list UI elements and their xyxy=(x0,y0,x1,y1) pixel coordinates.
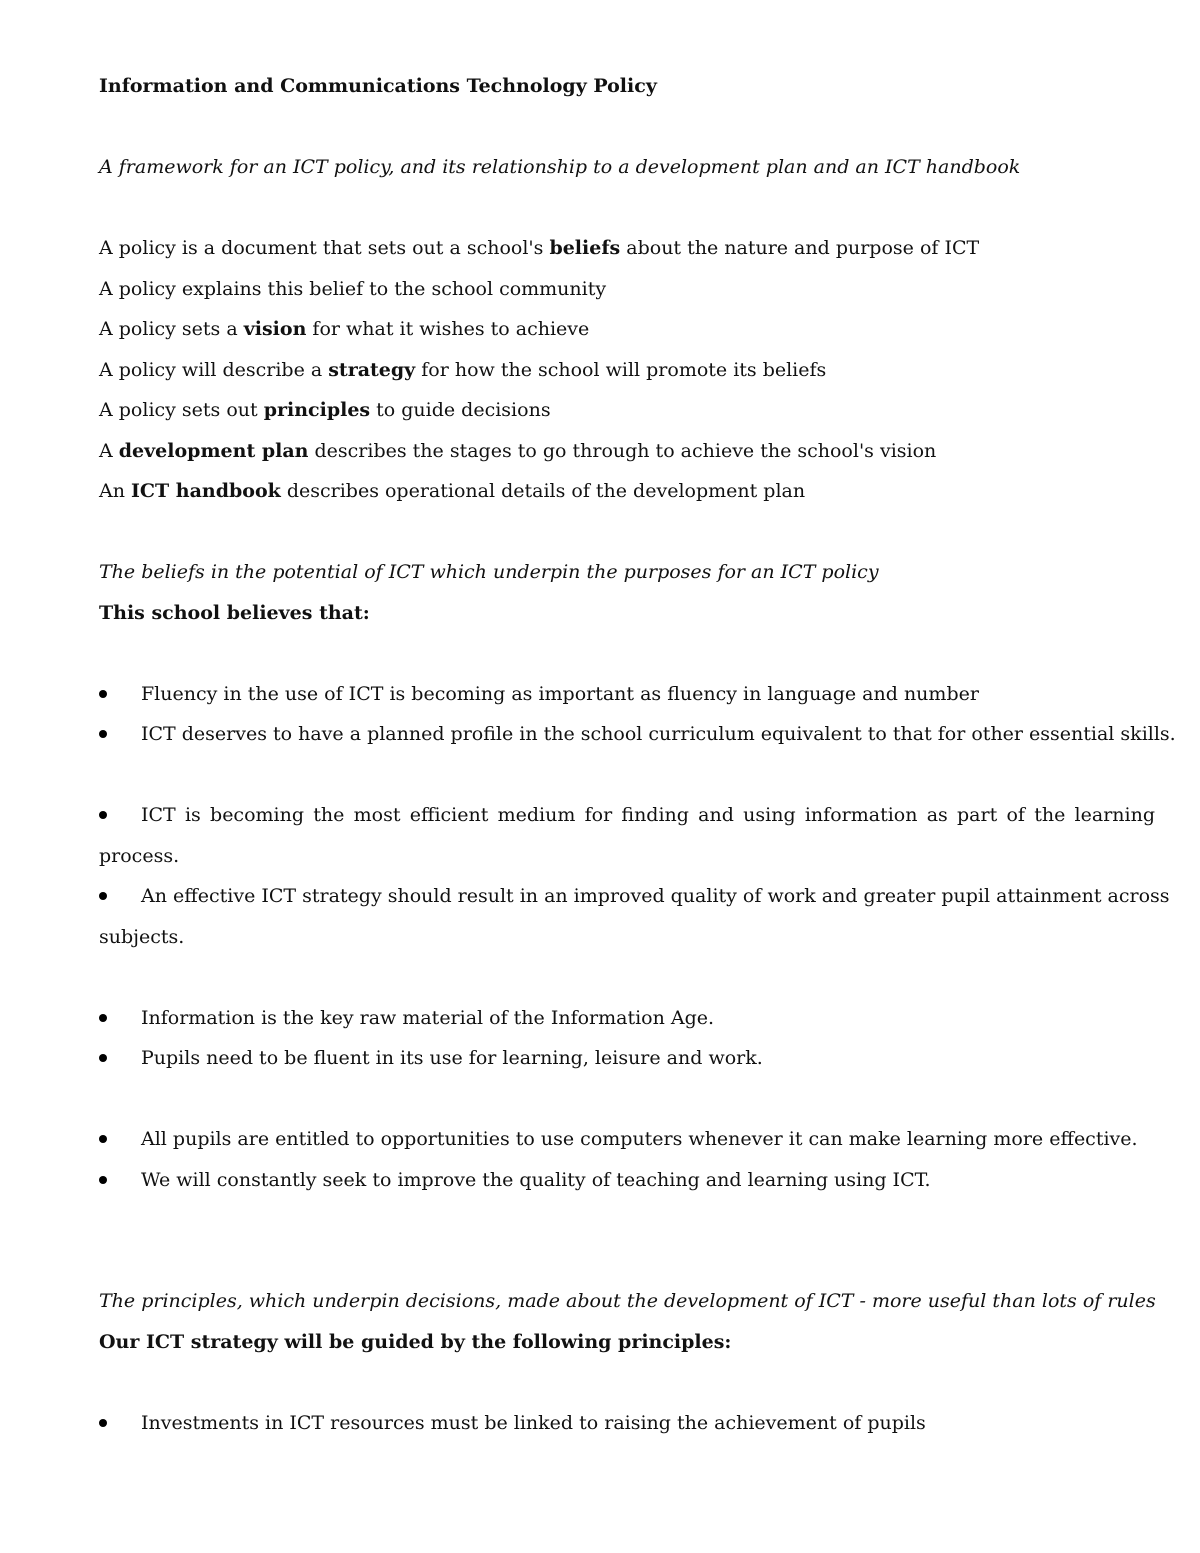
spacer xyxy=(99,1368,1155,1409)
spacer xyxy=(99,963,1155,1004)
bullet-icon xyxy=(99,1419,107,1427)
policy-line xyxy=(99,356,1155,397)
beliefs-heading: The beliefs in the potential of ICT which underpin the purposes for an ICT policy xyxy=(99,561,879,583)
beliefs-lead: This school believes that: xyxy=(99,601,370,624)
list-item-first-line xyxy=(99,801,1155,842)
policy-line-text: A policy explains this belief to the school community xyxy=(99,277,607,300)
bullet-icon xyxy=(99,1054,107,1062)
list-item-text: Fluency in the use of ICT is becoming as important as fluency in language and number xyxy=(141,682,979,705)
document-subtitle: A framework for an ICT policy, and its relationship to a development plan and an ICT handbook xyxy=(99,156,1021,178)
list-item xyxy=(99,720,1176,761)
policy-line-text: for how the school will promote its beliefs xyxy=(415,358,827,381)
list-item-text: Pupils need to be fluent in its use for learning, leisure and work. xyxy=(141,1047,763,1069)
policy-line-text: for what it wishes to achieve xyxy=(306,318,590,340)
bullet-icon xyxy=(99,1176,107,1184)
document-title: Information and Communications Technology Policy xyxy=(99,75,657,97)
list-item xyxy=(99,801,1155,882)
policy-line xyxy=(99,275,1155,316)
beliefs-group-3 xyxy=(99,1004,1155,1085)
policy-line xyxy=(99,396,1155,437)
policy-line xyxy=(99,234,1155,275)
principles-heading: The principles, which underpin decisions, made about the development of ICT - more useful than lots of rules xyxy=(99,1290,1156,1312)
policy-line-text: A policy is a document that sets out a school's xyxy=(99,237,550,259)
policy-line-text: describes the stages to go through to achieve the school's vision xyxy=(308,439,937,462)
policy-line xyxy=(99,437,1155,478)
list-item xyxy=(99,1409,1155,1450)
beliefs-group-2 xyxy=(99,801,1170,963)
list-item-first-line xyxy=(99,882,1170,923)
document-page xyxy=(99,72,1176,1449)
list-item-text: Investments in ICT resources must be linked to raising the achievement of pupils xyxy=(141,1411,926,1434)
policy-line-keyword: development plan xyxy=(118,439,309,462)
list-item-text: ICT is becoming the most efficient medium for finding and using information as part of the learning xyxy=(141,804,1155,826)
bullet-icon xyxy=(99,811,107,819)
policy-line-keyword: vision xyxy=(243,318,307,340)
bullet-icon xyxy=(99,730,107,738)
spacer xyxy=(99,639,1155,680)
policy-line-text: A xyxy=(99,439,119,462)
list-item xyxy=(99,882,1170,963)
policy-line-keyword: strategy xyxy=(328,358,416,381)
list-item-text: ICT deserves to have a planned profile in the school curriculum equivalent to that for other essential skills. xyxy=(141,723,1176,745)
list-item xyxy=(99,1004,1155,1045)
list-item-text: All pupils are entitled to opportunities to use computers whenever it can make learning more effective. xyxy=(141,1128,1138,1150)
policy-line-text: An xyxy=(99,480,131,502)
bullet-icon xyxy=(99,690,107,698)
bullet-icon xyxy=(99,1135,107,1143)
policy-line-keyword: ICT handbook xyxy=(131,480,281,502)
principles-lead: Our ICT strategy will be guided by the following principles: xyxy=(99,1330,732,1353)
list-item xyxy=(99,1125,1155,1166)
policy-line-text: about the nature and purpose of ICT xyxy=(620,237,980,259)
list-item-continuation: process. xyxy=(99,844,180,867)
policy-line-keyword: principles xyxy=(263,399,371,421)
policy-line-text: describes operational details of the development plan xyxy=(280,480,806,502)
spacer xyxy=(99,1085,1155,1126)
list-item-text: Information is the key raw material of the Information Age. xyxy=(141,1006,715,1029)
list-item xyxy=(99,1044,1155,1085)
list-item xyxy=(99,1166,1155,1207)
beliefs-group-4 xyxy=(99,1125,1155,1206)
list-item xyxy=(99,680,1155,721)
beliefs-group-1 xyxy=(99,680,1176,761)
principles-list xyxy=(99,1409,1155,1450)
policy-line-text: A policy will describe a xyxy=(99,358,329,381)
policy-line-text: to guide decisions xyxy=(370,399,551,421)
spacer xyxy=(99,194,1155,235)
list-item-text: An effective ICT strategy should result in an improved quality of work and greater pupil attainment across xyxy=(141,885,1170,907)
policy-line xyxy=(99,477,1155,518)
spacer xyxy=(99,518,1155,559)
bullet-icon xyxy=(99,892,107,900)
bullet-icon xyxy=(99,1014,107,1022)
policy-line-keyword: beliefs xyxy=(549,237,621,259)
spacer xyxy=(99,113,1155,154)
policy-line-text: A policy sets a xyxy=(99,318,244,340)
list-item-text: We will constantly seek to improve the quality of teaching and learning using ICT. xyxy=(141,1168,931,1191)
list-item-continuation: subjects. xyxy=(99,925,185,948)
spacer xyxy=(99,1206,1155,1287)
policy-line xyxy=(99,315,1155,356)
policy-definitions xyxy=(99,234,1155,518)
spacer xyxy=(99,761,1155,802)
policy-line-text: A policy sets out xyxy=(99,399,264,421)
